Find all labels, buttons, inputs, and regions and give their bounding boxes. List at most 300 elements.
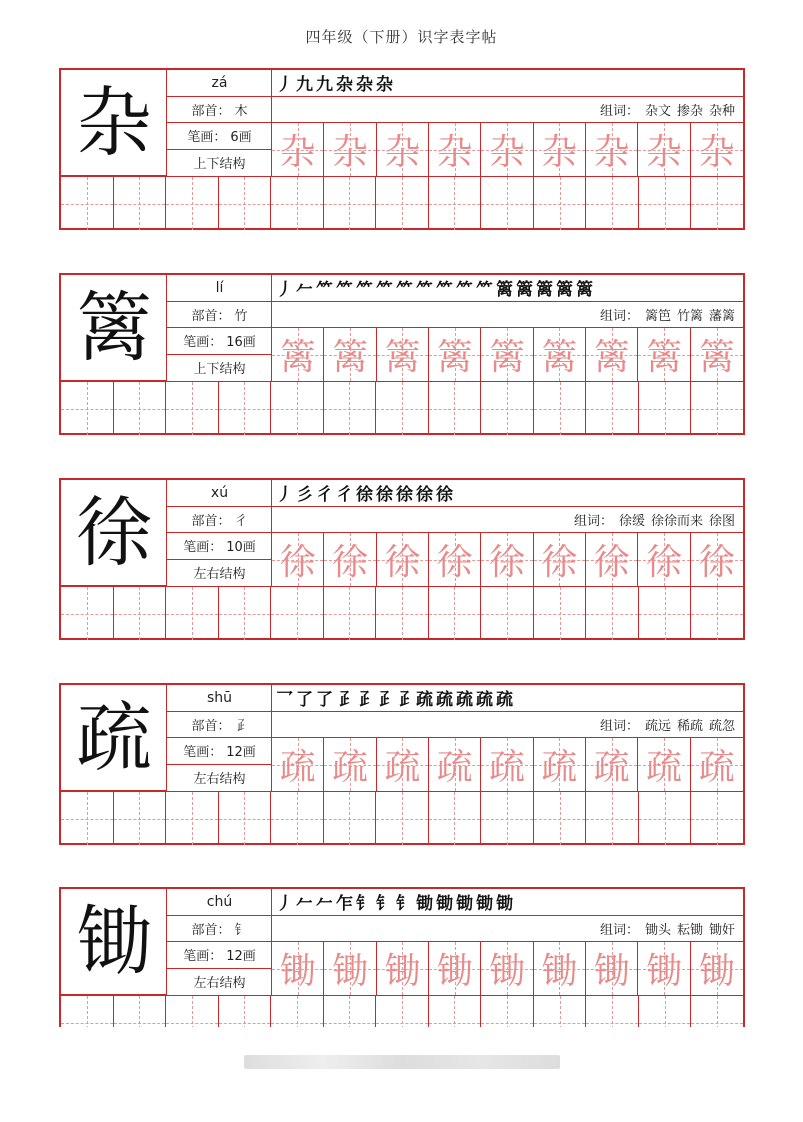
- radical-value: 木: [234, 103, 248, 119]
- blank-practice-cell[interactable]: [376, 792, 429, 845]
- stroke-step: 疏: [416, 690, 433, 711]
- tracing-cell: [638, 533, 690, 586]
- words-row: [272, 712, 743, 739]
- tracing-cell: [377, 942, 429, 995]
- blank-practice-cell[interactable]: [534, 792, 587, 845]
- stroke-order-row: [272, 685, 743, 712]
- structure: 左右结构: [193, 772, 246, 788]
- character-card: [59, 273, 745, 435]
- words-row: [272, 302, 743, 329]
- blank-practice-cell[interactable]: [691, 177, 743, 230]
- tracing-cell: [638, 123, 690, 176]
- blank-practice-cell[interactable]: [586, 996, 639, 1027]
- stroke-step: 疏: [456, 690, 473, 711]
- stroke-step: 疏: [436, 690, 453, 711]
- tracing-character: 锄: [645, 951, 682, 992]
- structure: 上下结构: [193, 362, 246, 378]
- tracing-character: 杂: [488, 132, 525, 173]
- tracing-cell: [324, 533, 376, 586]
- blank-practice-cell[interactable]: [61, 792, 114, 845]
- tracing-cell: [481, 942, 533, 995]
- blank-practice-cell[interactable]: [639, 792, 692, 845]
- tracing-cell: [534, 738, 586, 791]
- blank-practice-cell[interactable]: [219, 792, 272, 845]
- tracing-character: 徐: [436, 542, 473, 583]
- blank-practice-cell[interactable]: [219, 587, 272, 640]
- tracing-character: 徐: [645, 542, 682, 583]
- tracing-cell: [429, 123, 481, 176]
- word-example: 徐缓: [618, 513, 645, 529]
- stroke-count-label: 笔画：: [183, 335, 223, 351]
- stroke-step: 丿: [276, 280, 293, 301]
- tracing-character: 徐: [541, 542, 578, 583]
- stroke-step: 彳: [316, 485, 333, 506]
- stroke-step: 钅: [356, 894, 373, 915]
- tracing-cell: [691, 328, 743, 381]
- blank-practice-cell[interactable]: [219, 996, 272, 1027]
- page-title: 四年级（下册）识字表字帖: [305, 28, 498, 46]
- stroke-step: ⺮: [356, 280, 373, 301]
- pinyin: zá: [167, 70, 272, 97]
- blank-practice-cell[interactable]: [376, 382, 429, 435]
- stroke-step: 丿: [276, 485, 293, 506]
- stroke-step: 疏: [476, 690, 493, 711]
- tracing-cell: [534, 328, 586, 381]
- tracing-character: 徐: [698, 542, 735, 583]
- stroke-step: ⺮: [396, 280, 413, 301]
- tracing-cell: [691, 738, 743, 791]
- blank-practice-cell[interactable]: [481, 587, 534, 640]
- blank-practice-cell[interactable]: [376, 177, 429, 230]
- blank-practice-cell[interactable]: [639, 177, 692, 230]
- stroke-step: 徐: [436, 485, 453, 506]
- stroke-step: 彳: [336, 485, 353, 506]
- stroke-step: 篱: [576, 280, 593, 301]
- radical-label: 部首：: [191, 308, 231, 324]
- stroke-count-label: 笔画：: [183, 949, 223, 965]
- radical-row: [167, 302, 272, 329]
- footer-watermark: [244, 1055, 560, 1069]
- stroke-step: 篱: [516, 280, 533, 301]
- stroke-step: 钅: [376, 894, 393, 915]
- tracing-row: [272, 533, 743, 586]
- tracing-character: 篱: [436, 337, 473, 378]
- tracing-character: 篱: [279, 337, 316, 378]
- blank-practice-cell[interactable]: [586, 382, 639, 435]
- stroke-step: 杂: [336, 75, 353, 96]
- stroke-step: ⺮: [476, 280, 493, 301]
- stroke-step: 徐: [376, 485, 393, 506]
- stroke-step: 𤴔: [336, 690, 353, 711]
- blank-practice-cell[interactable]: [324, 177, 377, 230]
- tracing-cell: [586, 738, 638, 791]
- blank-practice-cell[interactable]: [534, 587, 587, 640]
- stroke-step: 杂: [356, 75, 373, 96]
- blank-practice-cell[interactable]: [481, 792, 534, 845]
- radical-value: 竹: [234, 308, 248, 324]
- tracing-cell: [481, 533, 533, 586]
- blank-practice-row: [61, 381, 743, 434]
- blank-practice-cell[interactable]: [534, 177, 587, 230]
- radical-label: 部首：: [191, 718, 231, 734]
- stroke-step: ⺮: [436, 280, 453, 301]
- tracing-cell: [586, 328, 638, 381]
- tracing-character: 疏: [436, 747, 473, 788]
- blank-practice-cell[interactable]: [481, 177, 534, 230]
- stroke-count-label: 笔画：: [187, 130, 227, 146]
- tracing-character: 疏: [488, 747, 525, 788]
- stroke-step: ⺮: [316, 280, 333, 301]
- blank-practice-cell[interactable]: [691, 792, 743, 845]
- stroke-count-label: 笔画：: [183, 540, 223, 556]
- tracing-cell: [377, 123, 429, 176]
- tracing-row: [272, 328, 743, 381]
- blank-practice-row: [61, 586, 743, 639]
- blank-practice-cell[interactable]: [429, 996, 482, 1027]
- info-column: [167, 480, 272, 586]
- stroke-step: 了: [316, 690, 333, 711]
- tracing-cell: [377, 738, 429, 791]
- tracing-cell: [691, 123, 743, 176]
- blank-practice-cell[interactable]: [114, 382, 167, 435]
- tracing-cell: [377, 328, 429, 381]
- blank-practice-cell[interactable]: [61, 382, 114, 435]
- tracing-cell: [272, 533, 324, 586]
- blank-practice-cell[interactable]: [639, 382, 692, 435]
- radical-row: [167, 507, 272, 534]
- radical-row: [167, 97, 272, 124]
- tracing-cell: [429, 328, 481, 381]
- tracing-character: 篱: [593, 337, 630, 378]
- word-example: 稀疏: [676, 718, 703, 734]
- words-label: 组词：: [599, 922, 639, 938]
- tracing-character: 锄: [279, 951, 316, 992]
- tracing-character: 徐: [384, 542, 421, 583]
- stroke-count-row: [167, 123, 272, 150]
- tracing-cell: [429, 738, 481, 791]
- tracing-cell: [534, 942, 586, 995]
- stroke-count-value: 12画: [226, 745, 256, 761]
- stroke-count-value: 12画: [226, 949, 256, 965]
- radical-label: 部首：: [191, 922, 231, 938]
- blank-practice-cell[interactable]: [61, 996, 114, 1027]
- tracing-cell: [429, 942, 481, 995]
- tracing-character: 杂: [541, 132, 578, 173]
- word-example: 疏忽: [708, 718, 735, 734]
- blank-practice-cell[interactable]: [114, 177, 167, 230]
- radical-value: 钅: [234, 922, 248, 938]
- word-example: 疏远: [644, 718, 671, 734]
- blank-practice-cell[interactable]: [639, 587, 692, 640]
- stroke-step: ⺮: [376, 280, 393, 301]
- blank-practice-cell[interactable]: [376, 996, 429, 1027]
- stroke-step: 𤴔: [356, 690, 373, 711]
- stroke-step: 𤴔: [376, 690, 393, 711]
- info-column: [167, 685, 272, 791]
- character-card: [59, 68, 745, 230]
- character-card: [59, 683, 745, 845]
- stroke-count-row: [167, 738, 272, 765]
- blank-practice-cell[interactable]: [586, 587, 639, 640]
- tracing-character: 杂: [436, 132, 473, 173]
- word-example: 藩篱: [708, 308, 735, 324]
- radical-row: [167, 916, 272, 943]
- tracing-cell: [586, 533, 638, 586]
- blank-practice-cell[interactable]: [271, 587, 324, 640]
- blank-practice-cell[interactable]: [429, 177, 482, 230]
- tracing-character: 徐: [331, 542, 368, 583]
- big-character: 杂: [76, 78, 152, 167]
- stroke-step: 锄: [436, 894, 453, 915]
- big-character-box: [61, 70, 167, 176]
- stroke-step: 锄: [496, 894, 513, 915]
- blank-practice-cell[interactable]: [639, 996, 692, 1027]
- blank-practice-cell[interactable]: [691, 996, 743, 1027]
- tracing-cell: [324, 738, 376, 791]
- blank-practice-cell[interactable]: [429, 587, 482, 640]
- words-row: [272, 97, 743, 124]
- stroke-step: 锄: [416, 894, 433, 915]
- blank-practice-cell[interactable]: [219, 177, 272, 230]
- tracing-character: 锄: [331, 951, 368, 992]
- stroke-step: 𠂉: [296, 894, 313, 915]
- blank-practice-cell[interactable]: [114, 587, 167, 640]
- tracing-character: 锄: [593, 951, 630, 992]
- info-column: [167, 275, 272, 381]
- character-card: [59, 887, 745, 1027]
- blank-practice-cell[interactable]: [691, 382, 743, 435]
- stroke-order-row: [272, 275, 743, 302]
- tracing-character: 杂: [645, 132, 682, 173]
- tracing-cell: [481, 123, 533, 176]
- tracing-cell: [586, 942, 638, 995]
- tracing-cell: [272, 328, 324, 381]
- tracing-cell: [272, 738, 324, 791]
- radical-value: 彳: [234, 513, 248, 529]
- stroke-step: 杂: [376, 75, 393, 96]
- radical-label: 部首：: [191, 513, 231, 529]
- tracing-character: 疏: [593, 747, 630, 788]
- structure: 上下结构: [193, 157, 246, 173]
- pinyin: shū: [167, 685, 272, 712]
- word-example: 竹篱: [676, 308, 703, 324]
- blank-practice-cell[interactable]: [324, 996, 377, 1027]
- tracing-character: 锄: [436, 951, 473, 992]
- tracing-row: [272, 738, 743, 791]
- tracing-character: 疏: [331, 747, 368, 788]
- radical-label: 部首：: [191, 103, 231, 119]
- stroke-step: 乛: [276, 690, 293, 711]
- tracing-cell: [272, 123, 324, 176]
- tracing-character: 篱: [645, 337, 682, 378]
- blank-practice-cell[interactable]: [114, 792, 167, 845]
- blank-practice-cell[interactable]: [271, 996, 324, 1027]
- big-character-box: [61, 275, 167, 381]
- structure: 左右结构: [193, 976, 246, 992]
- blank-practice-cell[interactable]: [534, 382, 587, 435]
- stroke-step: 徐: [396, 485, 413, 506]
- tracing-character: 篱: [541, 337, 578, 378]
- blank-practice-cell[interactable]: [324, 382, 377, 435]
- pinyin: lí: [167, 275, 272, 302]
- blank-practice-cell[interactable]: [271, 382, 324, 435]
- blank-practice-cell[interactable]: [324, 792, 377, 845]
- words-label: 组词：: [599, 103, 639, 119]
- tracing-cell: [638, 738, 690, 791]
- blank-practice-cell[interactable]: [376, 587, 429, 640]
- stroke-step: 九: [316, 75, 333, 96]
- blank-practice-cell[interactable]: [219, 382, 272, 435]
- words-label: 组词：: [573, 513, 613, 529]
- blank-practice-cell[interactable]: [166, 587, 219, 640]
- tracing-character: 杂: [593, 132, 630, 173]
- stroke-step: 𤴔: [396, 690, 413, 711]
- tracing-character: 杂: [279, 132, 316, 173]
- tracing-row: [272, 123, 743, 176]
- blank-practice-row: [61, 791, 743, 844]
- words-label: 组词：: [599, 308, 639, 324]
- stroke-step: 了: [296, 690, 313, 711]
- tracing-cell: [638, 328, 690, 381]
- blank-practice-row: [61, 995, 743, 1027]
- word-example: 杂文: [644, 103, 671, 119]
- stroke-step: 𠂉: [296, 280, 313, 301]
- stroke-step: 疏: [496, 690, 513, 711]
- tracing-character: 锄: [488, 951, 525, 992]
- stroke-step: 篱: [556, 280, 573, 301]
- big-character: 徐: [76, 488, 152, 577]
- tracing-cell: [691, 942, 743, 995]
- blank-practice-cell[interactable]: [429, 792, 482, 845]
- tracing-character: 疏: [384, 747, 421, 788]
- tracing-cell: [377, 533, 429, 586]
- big-character: 疏: [76, 693, 152, 782]
- blank-practice-cell[interactable]: [114, 996, 167, 1027]
- radical-value: 𤴔: [234, 718, 248, 734]
- tracing-cell: [324, 942, 376, 995]
- blank-practice-row: [61, 176, 743, 229]
- stroke-step: 𠂉: [316, 894, 333, 915]
- stroke-step: 九: [296, 75, 313, 96]
- tracing-cell: [272, 942, 324, 995]
- blank-practice-cell[interactable]: [61, 587, 114, 640]
- big-character-box: [61, 889, 167, 995]
- stroke-step: 乍: [336, 894, 353, 915]
- stroke-order-row: [272, 889, 743, 916]
- tracing-cell: [429, 533, 481, 586]
- blank-practice-cell[interactable]: [166, 177, 219, 230]
- stroke-step: ⺮: [336, 280, 353, 301]
- tracing-character: 疏: [645, 747, 682, 788]
- blank-practice-cell[interactable]: [324, 587, 377, 640]
- blank-practice-cell[interactable]: [271, 177, 324, 230]
- big-character-box: [61, 480, 167, 586]
- stroke-step: 篱: [536, 280, 553, 301]
- word-example: 锄头: [644, 922, 671, 938]
- stroke-step: 篱: [496, 280, 513, 301]
- big-character: 篱: [76, 283, 152, 372]
- stroke-step: ⺮: [416, 280, 433, 301]
- stroke-step: 彡: [296, 485, 313, 506]
- word-example: 锄奸: [708, 922, 735, 938]
- blank-practice-cell[interactable]: [61, 177, 114, 230]
- blank-practice-cell[interactable]: [481, 382, 534, 435]
- structure: 左右结构: [193, 567, 246, 583]
- word-example: 耘锄: [676, 922, 703, 938]
- tracing-cell: [534, 123, 586, 176]
- stroke-count-value: 16画: [226, 335, 256, 351]
- blank-practice-cell[interactable]: [481, 996, 534, 1027]
- pinyin: xú: [167, 480, 272, 507]
- tracing-character: 锄: [541, 951, 578, 992]
- blank-practice-cell[interactable]: [586, 177, 639, 230]
- blank-practice-cell[interactable]: [271, 792, 324, 845]
- stroke-order-row: [272, 480, 743, 507]
- stroke-count-value: 10画: [226, 540, 256, 556]
- tracing-character: 篱: [488, 337, 525, 378]
- big-character-box: [61, 685, 167, 791]
- tracing-character: 疏: [279, 747, 316, 788]
- word-example: 徐徐而来: [650, 513, 703, 529]
- pinyin: chú: [167, 889, 272, 916]
- blank-practice-cell[interactable]: [691, 587, 743, 640]
- word-example: 徐图: [708, 513, 735, 529]
- stroke-step: 锄: [476, 894, 493, 915]
- blank-practice-cell[interactable]: [429, 382, 482, 435]
- word-example: 杂种: [708, 103, 735, 119]
- tracing-cell: [324, 123, 376, 176]
- tracing-cell: [324, 328, 376, 381]
- words-label: 组词：: [599, 718, 639, 734]
- radical-row: [167, 712, 272, 739]
- stroke-count-row: [167, 942, 272, 969]
- info-column: [167, 70, 272, 176]
- stroke-order-row: [272, 70, 743, 97]
- tracing-character: 疏: [698, 747, 735, 788]
- stroke-count-row: [167, 328, 272, 355]
- tracing-character: 杂: [384, 132, 421, 173]
- blank-practice-cell[interactable]: [166, 996, 219, 1027]
- blank-practice-cell[interactable]: [534, 996, 587, 1027]
- stroke-count-label: 笔画：: [183, 745, 223, 761]
- tracing-character: 徐: [279, 542, 316, 583]
- tracing-character: 锄: [384, 951, 421, 992]
- tracing-cell: [691, 533, 743, 586]
- tracing-row: [272, 942, 743, 995]
- stroke-count-value: 6画: [230, 130, 252, 146]
- stroke-count-row: [167, 533, 272, 560]
- tracing-cell: [638, 942, 690, 995]
- stroke-step: 锄: [456, 894, 473, 915]
- tracing-character: 杂: [698, 132, 735, 173]
- stroke-step: 丿: [276, 894, 293, 915]
- tracing-character: 徐: [593, 542, 630, 583]
- tracing-character: 篱: [384, 337, 421, 378]
- tracing-character: 篱: [698, 337, 735, 378]
- character-card: [59, 478, 745, 640]
- stroke-step: 徐: [416, 485, 433, 506]
- stroke-step: 徐: [356, 485, 373, 506]
- tracing-character: 篱: [331, 337, 368, 378]
- tracing-character: 疏: [541, 747, 578, 788]
- blank-practice-cell[interactable]: [166, 382, 219, 435]
- tracing-cell: [586, 123, 638, 176]
- tracing-character: 杂: [331, 132, 368, 173]
- words-row: [272, 916, 743, 943]
- tracing-cell: [481, 328, 533, 381]
- blank-practice-cell[interactable]: [166, 792, 219, 845]
- blank-practice-cell[interactable]: [586, 792, 639, 845]
